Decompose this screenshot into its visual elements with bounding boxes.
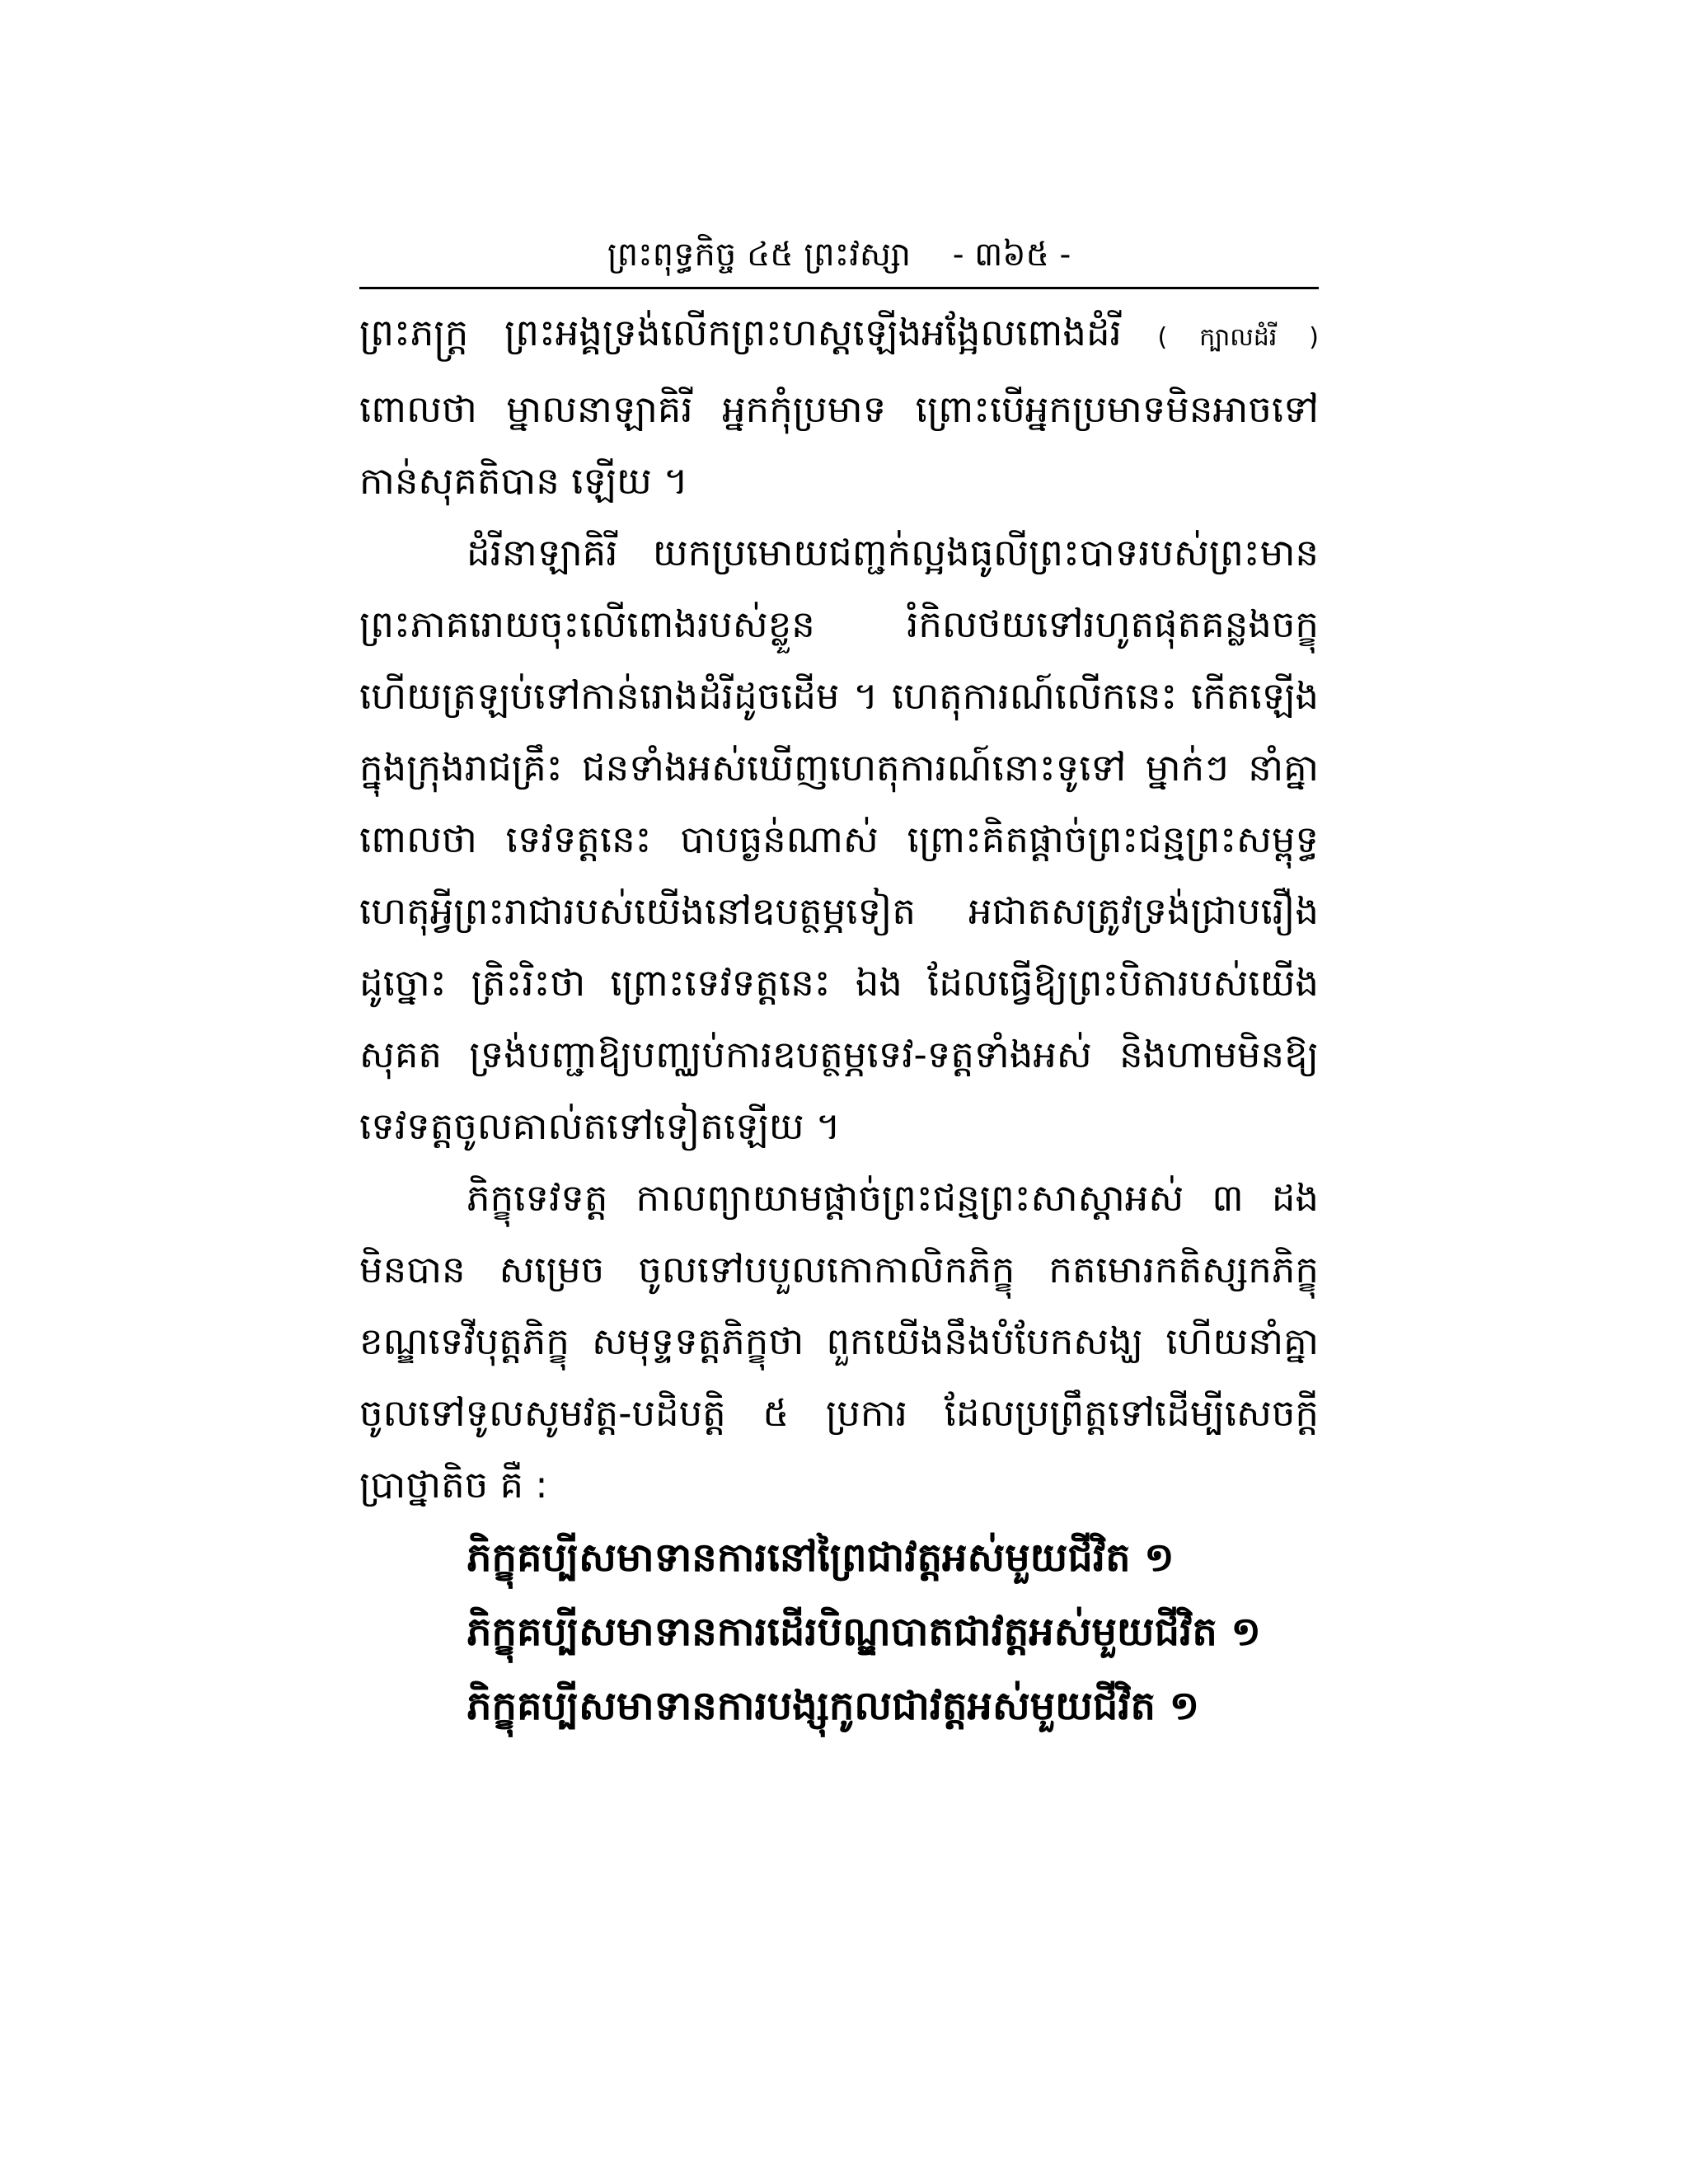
page-header — [359, 223, 1319, 287]
page-number: - ៣៦៥ - — [952, 236, 1071, 274]
main-text — [359, 297, 1319, 1743]
running-title: ព្រះពុទ្ធកិច្ច ៤៥ ព្រះវស្សា — [607, 236, 912, 274]
paragraph-2: ដំរីនាឡាគិរី យកប្រមោយជញ្ជក់ល្អងធូលីព្រះបាទរបស់ព្រះមានព្រះភាគរោយចុះលើពោងរបស់ខ្លួន រំកិលថយទៅរហូតផុតគន្លងចក្ខុ ហើយត្រឡប់ទៅកាន់រោងដំរីដូចដើម ។ ហេតុការណ៍លើកនេះ កើតឡើងក្នុងក្រុងរាជគ្រឹះ ជនទាំងអស់ឃើញហេតុការណ៍នោះទូទៅ ម្នាក់ៗ នាំគ្នាពោលថា ទេវទត្តនេះ បាបធ្ងន់ណាស់ ព្រោះគិតផ្តាច់ព្រះជន្មព្រះសម្ពុទ្ធ ហេតុអ្វីព្រះរាជារបស់យើងនៅឧបត្ថម្ភទៀត អជាតសត្រូវទ្រង់ជ្រាបរឿងដូច្នោះ ត្រិះរិះថា ព្រោះទេវទត្តនេះ ឯង ដែលធ្វើឱ្យព្រះបិតារបស់យើងសុគត ទ្រង់បញ្ជាឱ្យបញ្ឈប់ការឧបត្ថម្ភទេវ-ទត្តទាំងអស់ និងហាមមិនឱ្យទេវទត្តចូលគាល់តទៅទៀតឡើយ ។ — [359, 531, 1319, 1148]
paragraph-1-text-b: ពោលថា ម្នាលនាឡាគិរី អ្នកកុំប្រមាទ ព្រោះបើអ្នកប្រមាទមិនអាចទៅកាន់សុគតិបាន ឡើយ ។ — [359, 387, 1319, 503]
list-item: ភិក្ខុគប្បីសមាទានការនៅព្រៃជាវត្តអស់មួយជីវិត ១ — [467, 1535, 1175, 1581]
list-item: ភិក្ខុគប្បីសមាទានការបង្សុកូលជាវត្តអស់មួយជីវិត ១ — [467, 1683, 1200, 1729]
paragraph-3: ភិក្ខុទេវទត្ត កាលព្យាយាមផ្តាច់ព្រះជន្មព្រះសាស្តាអស់ ៣ ដង មិនបាន សម្រេច ចូលទៅបបួលកោកាលិកភិក្ខុ កតមោរកតិស្សកភិក្ខុ ខណ្ឌទេវីបុត្តភិក្ខុ សមុទ្ទទត្តភិក្ខុថា ពួកយើងនឹងបំបែកសង្ឃ ហើយនាំគ្នាចូលទៅទូលសូមវត្ត-បដិបត្តិ ៥ ប្រការ ដែលប្រព្រឹត្តទៅដើម្បីសេចក្តីប្រាថ្នាតិច គឺ : — [359, 1176, 1319, 1507]
paragraph-1-parenthetical: ( ក្បាលដំរី ) — [1157, 323, 1319, 352]
list-item: ភិក្ខុគប្បីសមាទានការដើរបិណ្ឌបាតជាវត្តអស់មួយជីវិត ១ — [467, 1609, 1261, 1655]
practice-list — [359, 1521, 1319, 1743]
header-rule — [359, 287, 1319, 289]
paragraph-1 — [359, 297, 1319, 517]
paragraph-1-text-a: ព្រះភក្ត្រ ព្រះអង្គទ្រង់លើកព្រះហស្តឡើងអង្អែលពោងដំរី — [359, 311, 1122, 354]
